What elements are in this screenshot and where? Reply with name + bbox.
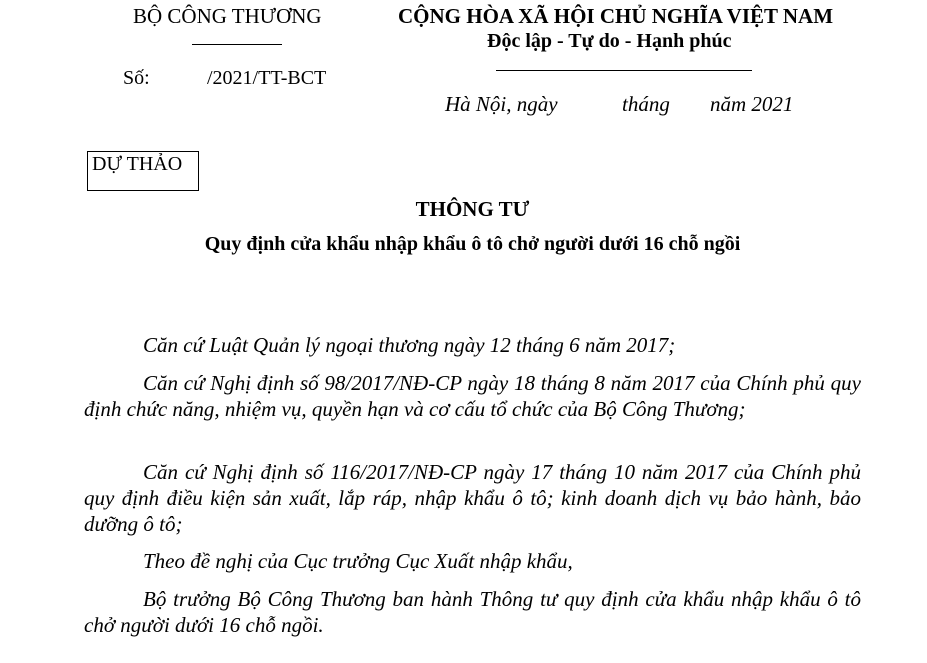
date-month-label: tháng (622, 92, 670, 116)
national-motto: Độc lập - Tự do - Hạnh phúc (487, 30, 732, 52)
date-year-label: năm 2021 (710, 92, 794, 116)
preamble-paragraph-3: Căn cứ Nghị định số 116/2017/NĐ-CP ngày 17 tháng 10 năm 2017 của Chính phủ quy định điều kiện sản xuất, lắp ráp, nhập khẩu ô tô; kinh doanh dịch vụ bảo hành, bảo dưỡng ô tô; (84, 460, 861, 536)
document-number: /2021/TT-BCT (207, 67, 327, 89)
preamble-paragraph-1: Căn cứ Luật Quản lý ngoại thương ngày 12 tháng 6 năm 2017; (143, 333, 676, 357)
preamble-paragraph-5: Bộ trưởng Bộ Công Thương ban hành Thông tư quy định cửa khẩu nhập khẩu ô tô chở người dưới 16 chỗ ngồi. (84, 587, 861, 637)
issuing-agency: BỘ CÔNG THƯƠNG (133, 4, 322, 28)
place-date: Hà Nội, ngày (445, 92, 558, 116)
document-type: THÔNG TƯ (415, 197, 530, 221)
document-number-label: Số: (123, 67, 150, 89)
document-title: Quy định cửa khẩu nhập khẩu ô tô chở người dưới 16 chỗ ngồi (204, 233, 741, 255)
agency-underline (192, 44, 282, 45)
draft-label: DỰ THẢO (92, 153, 183, 175)
preamble-paragraph-4: Theo đề nghị của Cục trưởng Cục Xuất nhập khẩu, (143, 549, 573, 573)
draft-stamp-box (87, 151, 199, 191)
preamble-paragraph-2: Căn cứ Nghị định số 98/2017/NĐ-CP ngày 18 tháng 8 năm 2017 của Chính phủ quy định chức năng, nhiệm vụ, quyền hạn và cơ cấu tổ chức của Bộ Công Thương; (84, 371, 861, 421)
motto-underline (496, 70, 752, 71)
national-title: CỘNG HÒA XÃ HỘI CHỦ NGHĨA VIỆT NAM (398, 4, 834, 28)
